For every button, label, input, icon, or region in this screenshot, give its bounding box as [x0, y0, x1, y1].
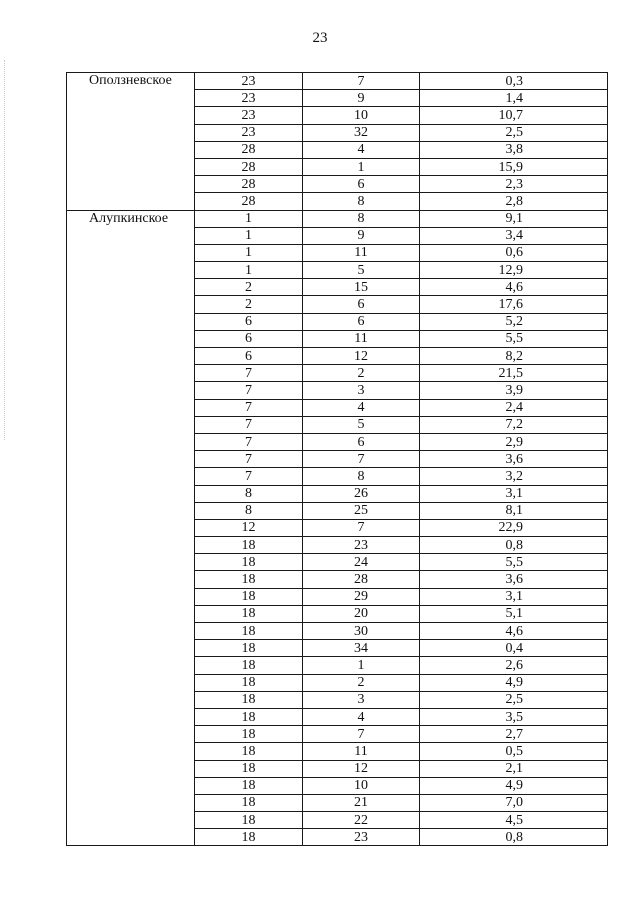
value-cell: 2,8 — [420, 193, 608, 210]
second-number-cell: 22 — [303, 812, 420, 829]
value-cell: 3,1 — [420, 485, 608, 502]
value-cell: 1,4 — [420, 90, 608, 107]
value-cell: 15,9 — [420, 158, 608, 175]
first-number-cell: 8 — [195, 485, 303, 502]
second-number-cell: 23 — [303, 829, 420, 846]
value-cell: 3,4 — [420, 227, 608, 244]
second-number-cell: 21 — [303, 794, 420, 811]
value-cell: 4,9 — [420, 674, 608, 691]
first-number-cell: 18 — [195, 554, 303, 571]
value-cell: 17,6 — [420, 296, 608, 313]
value-cell: 22,9 — [420, 519, 608, 536]
first-number-cell: 1 — [195, 244, 303, 261]
value-cell: 8,2 — [420, 348, 608, 365]
first-number-cell: 7 — [195, 451, 303, 468]
first-number-cell: 7 — [195, 416, 303, 433]
value-cell: 2,4 — [420, 399, 608, 416]
second-number-cell: 23 — [303, 537, 420, 554]
second-number-cell: 24 — [303, 554, 420, 571]
value-cell: 21,5 — [420, 365, 608, 382]
second-number-cell: 32 — [303, 124, 420, 141]
second-number-cell: 6 — [303, 313, 420, 330]
second-number-cell: 4 — [303, 141, 420, 158]
first-number-cell: 7 — [195, 468, 303, 485]
value-cell: 3,2 — [420, 468, 608, 485]
second-number-cell: 4 — [303, 708, 420, 725]
value-cell: 4,6 — [420, 279, 608, 296]
first-number-cell: 12 — [195, 519, 303, 536]
value-cell: 0,8 — [420, 537, 608, 554]
second-number-cell: 30 — [303, 623, 420, 640]
value-cell: 5,2 — [420, 313, 608, 330]
second-number-cell: 6 — [303, 176, 420, 193]
second-number-cell: 8 — [303, 468, 420, 485]
second-number-cell: 6 — [303, 296, 420, 313]
value-cell: 0,4 — [420, 640, 608, 657]
second-number-cell: 34 — [303, 640, 420, 657]
second-number-cell: 28 — [303, 571, 420, 588]
first-number-cell: 23 — [195, 124, 303, 141]
first-number-cell: 1 — [195, 262, 303, 279]
value-cell: 0,5 — [420, 743, 608, 760]
second-number-cell: 9 — [303, 90, 420, 107]
second-number-cell: 15 — [303, 279, 420, 296]
second-number-cell: 12 — [303, 760, 420, 777]
second-number-cell: 7 — [303, 519, 420, 536]
value-cell: 3,1 — [420, 588, 608, 605]
first-number-cell: 23 — [195, 107, 303, 124]
value-cell: 5,5 — [420, 330, 608, 347]
first-number-cell: 1 — [195, 210, 303, 227]
first-number-cell: 6 — [195, 330, 303, 347]
region-name-cell: Оползневское — [67, 73, 195, 211]
second-number-cell: 2 — [303, 674, 420, 691]
first-number-cell: 2 — [195, 296, 303, 313]
first-number-cell: 18 — [195, 743, 303, 760]
value-cell: 2,7 — [420, 726, 608, 743]
value-cell: 12,9 — [420, 262, 608, 279]
first-number-cell: 18 — [195, 794, 303, 811]
second-number-cell: 7 — [303, 73, 420, 90]
value-cell: 3,6 — [420, 571, 608, 588]
first-number-cell: 18 — [195, 588, 303, 605]
first-number-cell: 28 — [195, 141, 303, 158]
value-cell: 7,0 — [420, 794, 608, 811]
first-number-cell: 18 — [195, 640, 303, 657]
first-number-cell: 6 — [195, 348, 303, 365]
first-number-cell: 18 — [195, 605, 303, 622]
second-number-cell: 8 — [303, 193, 420, 210]
first-number-cell: 6 — [195, 313, 303, 330]
second-number-cell: 11 — [303, 244, 420, 261]
first-number-cell: 28 — [195, 176, 303, 193]
first-number-cell: 1 — [195, 227, 303, 244]
first-number-cell: 28 — [195, 193, 303, 210]
second-number-cell: 8 — [303, 210, 420, 227]
value-cell: 4,5 — [420, 812, 608, 829]
second-number-cell: 11 — [303, 330, 420, 347]
value-cell: 2,1 — [420, 760, 608, 777]
second-number-cell: 1 — [303, 158, 420, 175]
first-number-cell: 18 — [195, 726, 303, 743]
first-number-cell: 18 — [195, 623, 303, 640]
value-cell: 4,9 — [420, 777, 608, 794]
second-number-cell: 6 — [303, 433, 420, 450]
first-number-cell: 18 — [195, 812, 303, 829]
second-number-cell: 7 — [303, 726, 420, 743]
first-number-cell: 18 — [195, 657, 303, 674]
first-number-cell: 18 — [195, 571, 303, 588]
value-cell: 7,2 — [420, 416, 608, 433]
second-number-cell: 7 — [303, 451, 420, 468]
page-number: 23 — [312, 30, 328, 46]
first-number-cell: 18 — [195, 674, 303, 691]
first-number-cell: 18 — [195, 760, 303, 777]
first-number-cell: 18 — [195, 829, 303, 846]
value-cell: 2,6 — [420, 657, 608, 674]
first-number-cell: 8 — [195, 502, 303, 519]
second-number-cell: 1 — [303, 657, 420, 674]
value-cell: 2,3 — [420, 176, 608, 193]
first-number-cell: 23 — [195, 90, 303, 107]
second-number-cell: 9 — [303, 227, 420, 244]
second-number-cell: 29 — [303, 588, 420, 605]
value-cell: 3,9 — [420, 382, 608, 399]
first-number-cell: 7 — [195, 365, 303, 382]
first-number-cell: 18 — [195, 691, 303, 708]
value-cell: 5,1 — [420, 605, 608, 622]
first-number-cell: 23 — [195, 73, 303, 90]
second-number-cell: 5 — [303, 416, 420, 433]
value-cell: 9,1 — [420, 210, 608, 227]
second-number-cell: 20 — [303, 605, 420, 622]
second-number-cell: 3 — [303, 382, 420, 399]
first-number-cell: 7 — [195, 382, 303, 399]
second-number-cell: 2 — [303, 365, 420, 382]
first-number-cell: 7 — [195, 399, 303, 416]
first-number-cell: 18 — [195, 537, 303, 554]
value-cell: 0,8 — [420, 829, 608, 846]
data-table — [66, 72, 608, 846]
second-number-cell: 26 — [303, 485, 420, 502]
value-cell: 2,9 — [420, 433, 608, 450]
value-cell: 0,6 — [420, 244, 608, 261]
table-body — [67, 73, 608, 846]
value-cell: 2,5 — [420, 124, 608, 141]
first-number-cell: 2 — [195, 279, 303, 296]
value-cell: 3,5 — [420, 708, 608, 725]
value-cell: 5,5 — [420, 554, 608, 571]
table-row — [67, 73, 608, 90]
value-cell: 2,5 — [420, 691, 608, 708]
value-cell: 3,8 — [420, 141, 608, 158]
second-number-cell: 10 — [303, 777, 420, 794]
second-number-cell: 10 — [303, 107, 420, 124]
first-number-cell: 18 — [195, 777, 303, 794]
region-name-cell: Алупкинское — [67, 210, 195, 846]
value-cell: 4,6 — [420, 623, 608, 640]
value-cell: 3,6 — [420, 451, 608, 468]
value-cell: 8,1 — [420, 502, 608, 519]
value-cell: 10,7 — [420, 107, 608, 124]
table-row — [67, 210, 608, 227]
first-number-cell: 18 — [195, 708, 303, 725]
value-cell: 0,3 — [420, 73, 608, 90]
first-number-cell: 7 — [195, 433, 303, 450]
first-number-cell: 28 — [195, 158, 303, 175]
scan-edge-mark — [4, 60, 5, 440]
second-number-cell: 12 — [303, 348, 420, 365]
second-number-cell: 4 — [303, 399, 420, 416]
second-number-cell: 25 — [303, 502, 420, 519]
second-number-cell: 5 — [303, 262, 420, 279]
second-number-cell: 11 — [303, 743, 420, 760]
second-number-cell: 3 — [303, 691, 420, 708]
